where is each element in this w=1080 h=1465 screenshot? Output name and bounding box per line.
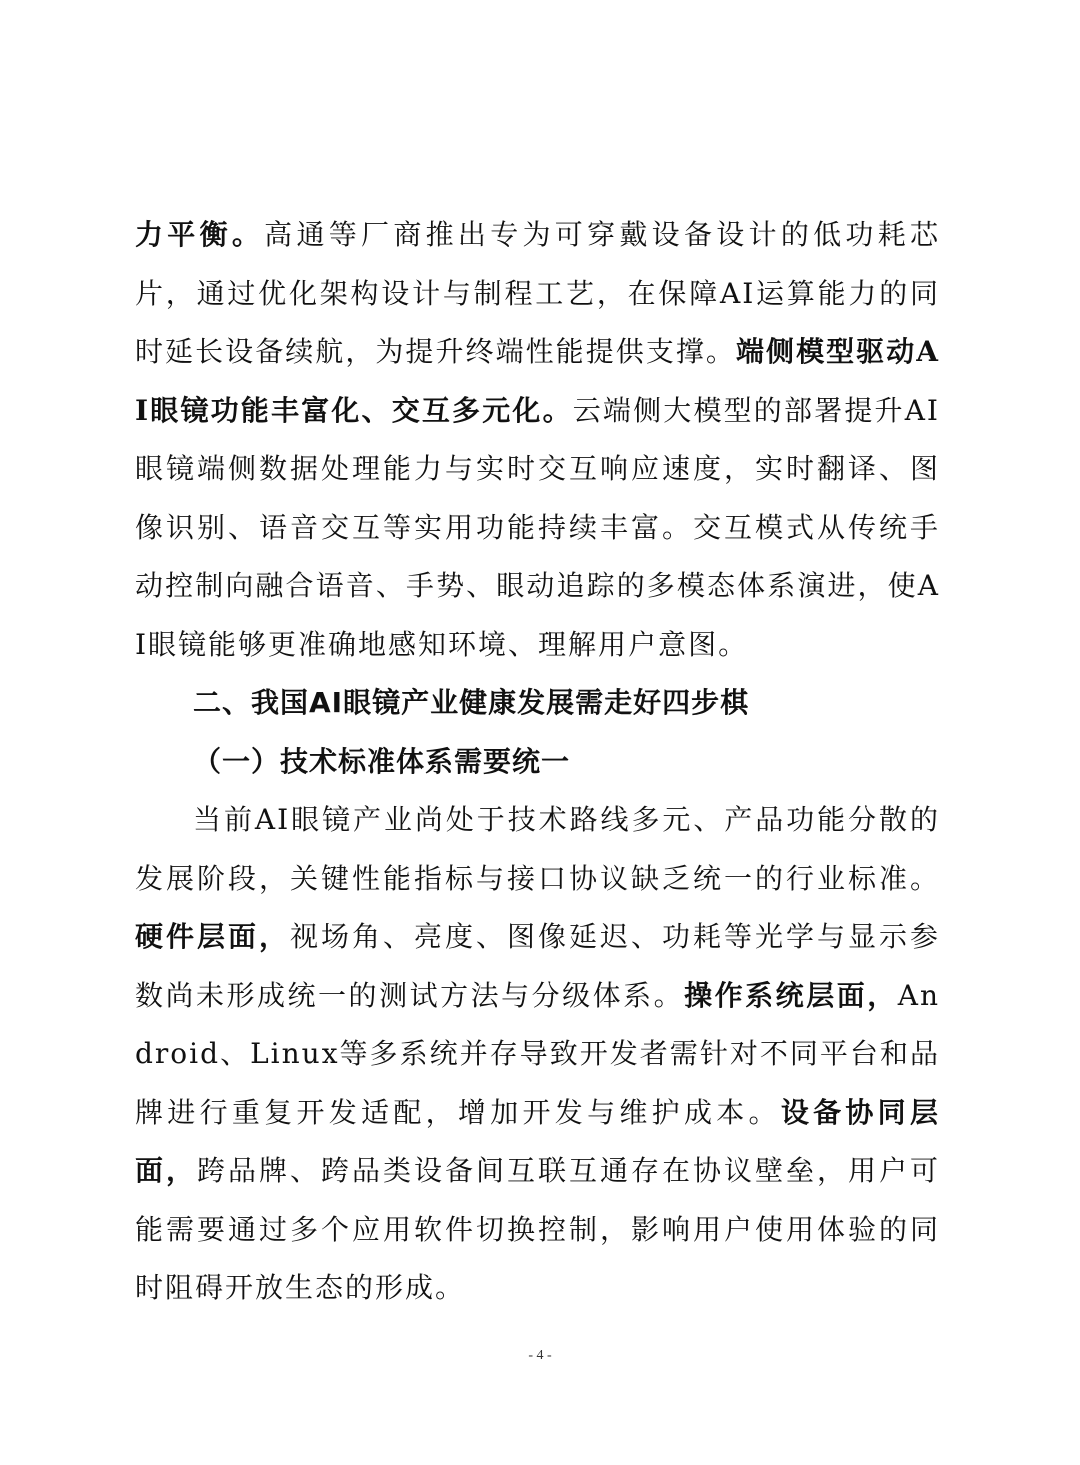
- page-number: - 4 -: [528, 1348, 552, 1363]
- subsection-heading: （一）技术标准体系需要统一: [193, 744, 571, 778]
- section-heading: 二、我国AI眼镜产业健康发展需走好四步棋: [193, 686, 750, 719]
- body-text: Android、Linux等多系统并存导致开发者需针对不同平台和品牌进行重复开发适配，增加开发与维护成本。: [135, 978, 940, 1129]
- bold-lead-phrase: 端侧模型驱动AI眼镜功能丰富化、交互多元化。: [135, 335, 940, 427]
- body-text: 高通等厂商推出专为可穿戴设备设计的低功耗芯片，通过优化架构设计与制程工艺，在保障AI运算能力的同时延长设备续航，为提升终端性能提供支撑。: [135, 218, 940, 368]
- bold-lead-phrase: 力平衡。: [135, 218, 265, 251]
- bold-lead-phrase: 设备协同层面，: [135, 1095, 940, 1187]
- document-body: [135, 206, 940, 1318]
- bold-lead-phrase: 操作系统层面，: [684, 978, 898, 1012]
- body-paragraph: [135, 791, 940, 1318]
- body-text: 云端侧大模型的部署提升AI眼镜端侧数据处理能力与实时交互响应速度，实时翻译、图像识别、语音交互等实用功能持续丰富。交互模式从传统手动控制向融合语音、手势、眼动追踪的多模态体系演进，使AI眼镜能够更准确地感知环境、理解用户意图。: [135, 393, 940, 661]
- body-text: 当前AI眼镜产业尚处于技术路线多元、产品功能分散的发展阶段，关键性能指标与接口协议缺乏统一的行业标准。: [135, 803, 940, 895]
- body-paragraph-continued: [135, 206, 940, 674]
- bold-lead-phrase: 硬件层面，: [135, 920, 290, 953]
- body-text: 跨品牌、跨品类设备间互联互通存在协议壁垒，用户可能需要通过多个应用软件切换控制，影响用户使用体验的同时阻碍开放生态的形成。: [135, 1154, 940, 1304]
- body-text: 视场角、亮度、图像延迟、功耗等光学与显示参数尚未形成统一的测试方法与分级体系。: [135, 920, 940, 1012]
